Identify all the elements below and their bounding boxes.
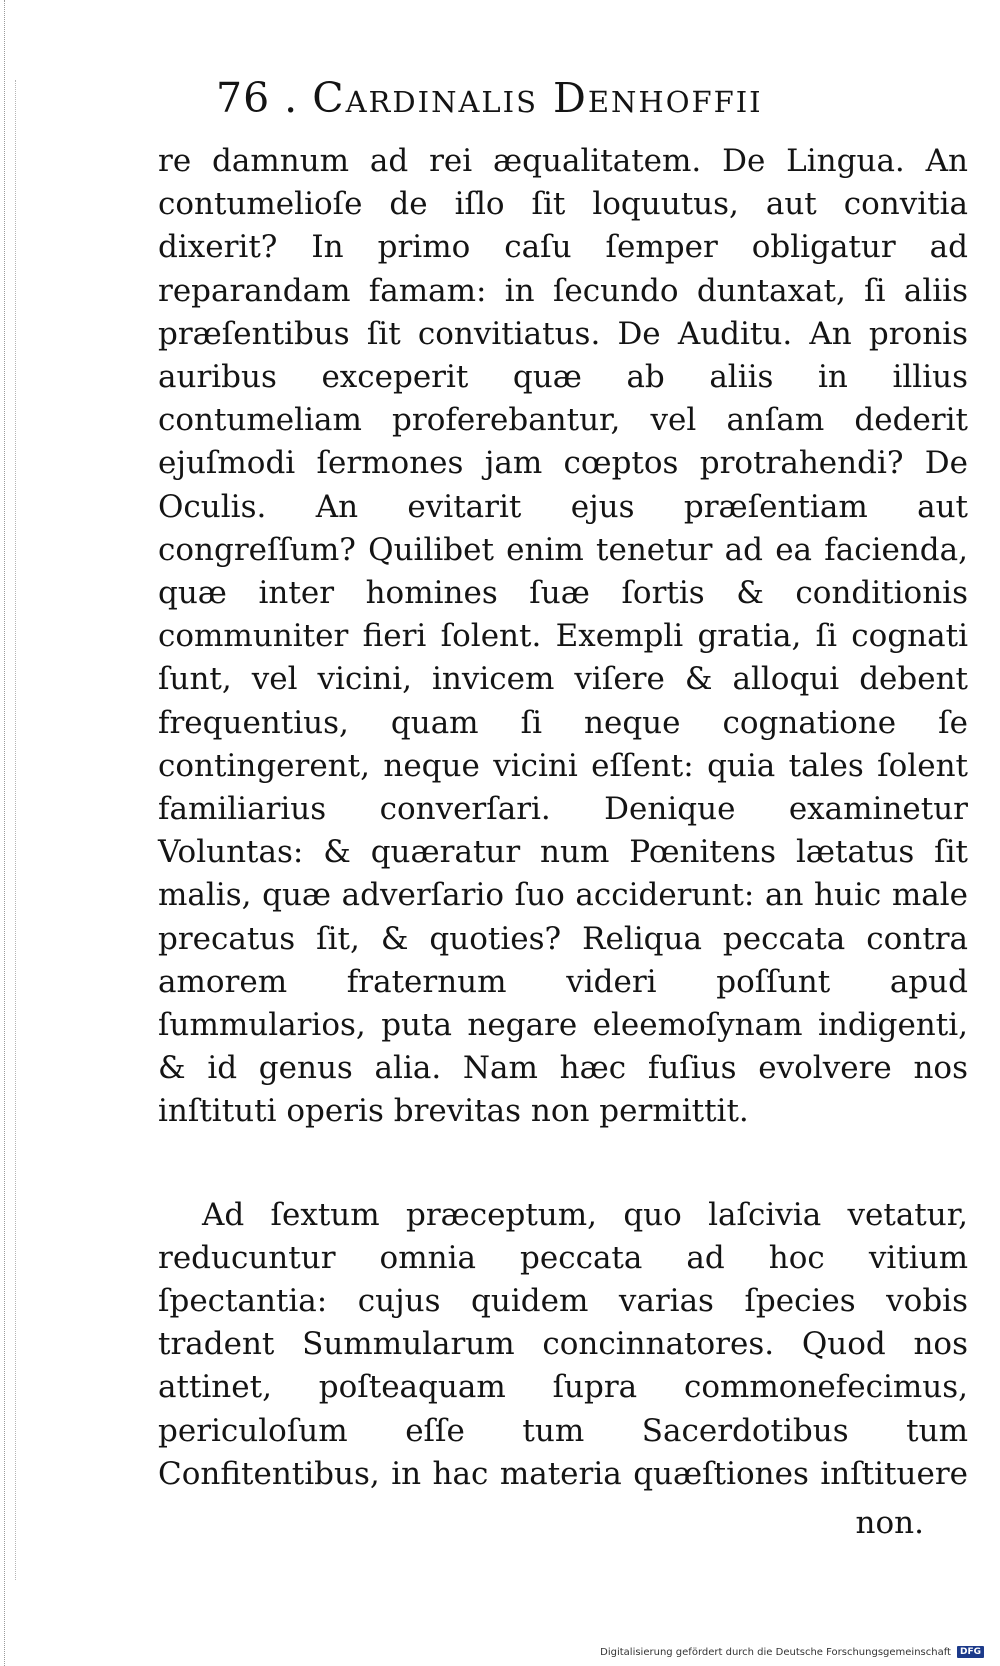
dfg-logo: DFG: [957, 1646, 984, 1658]
scan-edge-marks: [4, 0, 27, 1666]
credit-text: Digitalisierung gefördert durch die Deutsche Forschungsgemeinschaft: [600, 1646, 951, 1658]
digitization-credit: [600, 1646, 984, 1658]
body-paragraph-1: re damnum ad rei æqualitatem. De Lingua. An contumelioſe de iſlo ſit loquutus, aut convitia dixerit? In primo caſu ſemper obligatur ad reparandam famam: in ſecundo duntaxat, ſi aliis præſentibus ſit convitiatus. De Auditu. An pronis auribus exceperit quæ ab aliis in illius contumeliam proferebantur, vel anſam dederit ejuſmodi ſermones jam cœptos protrahendi? De Oculis. An evitarit ejus præſentiam aut congreſſum? Quilibet enim tenetur ad ea facienda, quæ inter homines ſuæ ſortis & conditionis communiter fieri ſolent. Exempli gratia, ſi cognati ſunt, vel vicini, invicem viſere & alloqui debent frequentius, quam ſi neque cognatione ſe contingerent, neque vicini eſſent: quia tales ſolent familiarius converſari. Denique examinetur Voluntas: & quæratur num Pœnitens lætatus ſit malis, quæ adverſario ſuo acciderunt: an huic male precatus ſit, & quoties? Reliqua peccata contra amorem fraternum videri poſſunt apud ſummularios, puta negare eleemoſynam indigenti, & id genus alia. Nam hæc fuſius evolvere nos inſtituti operis brevitas non permittit.: [158, 143, 968, 1130]
running-title: Cardinalis Denhoffii: [312, 74, 763, 122]
body-paragraph-2: Ad ſextum præceptum, quo laſcivia vetatur, reducuntur omnia peccata ad hoc vitium ſpectantia: cujus quidem varias ſpecies vobis tradent Summularum concinnatores. Quod nos attinet, poſteaquam ſupra commonefecimus, periculoſum eſſe tum Sacerdotibus tum Confitentibus, in hac materia quæſtiones inſtituere: [158, 1196, 968, 1492]
page-number: 76: [216, 74, 271, 122]
book-page: [158, 74, 968, 1545]
page-header: [158, 74, 968, 140]
header-separator: .: [284, 74, 299, 122]
catchword: non.: [855, 1505, 924, 1542]
paragraph-spacer: [158, 1134, 968, 1194]
